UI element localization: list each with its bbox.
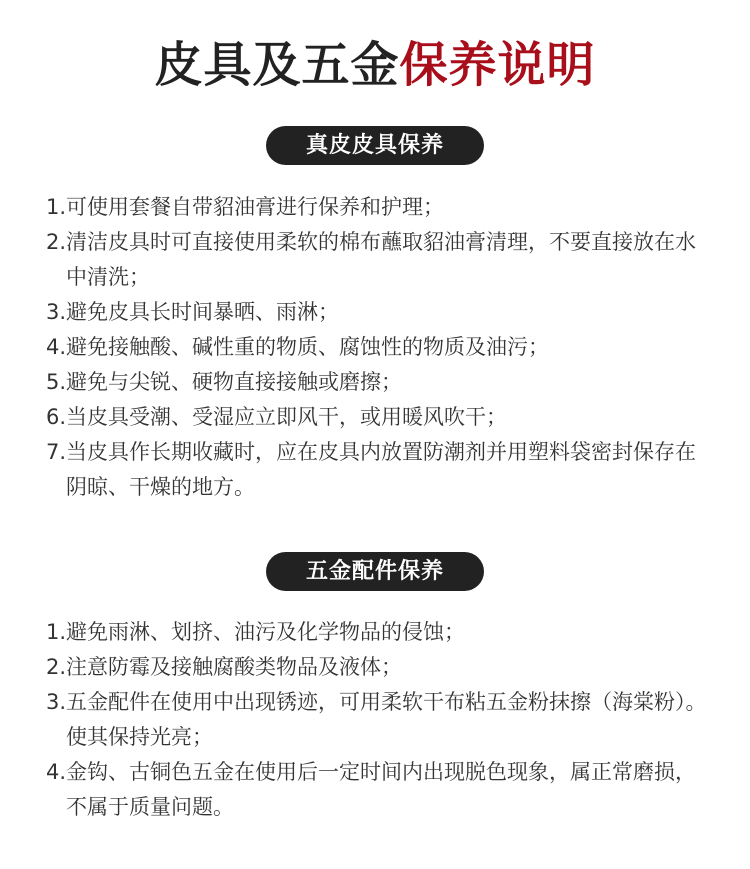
list-item: 1.可使用套餐自带貂油膏进行保养和护理； (46, 195, 445, 219)
list-item: 5.避免与尖锐、硬物直接接触或磨擦； (46, 370, 403, 394)
list-item: 4.金钩、古铜色五金在使用后一定时间内出现脱色现象，属正常磨损，不属于质量问题。 (46, 760, 697, 819)
list-item: 2.清洁皮具时可直接使用柔软的棉布蘸取貂油膏清理，不要直接放在水中清洗； (46, 230, 697, 289)
list-item: 4.避免接触酸、碱性重的物质、腐蚀性的物质及油污； (46, 335, 550, 359)
hardware-care-list (46, 615, 711, 825)
leather-care-list (46, 190, 711, 505)
title-black-part: 皮具及五金 (154, 37, 400, 93)
list-item: 7.当皮具作长期收藏时，应在皮具内放置防潮剂并用塑料袋密封保存在阴晾、干燥的地方。 (46, 440, 697, 499)
list-item: 6.当皮具受潮、受湿应立即风干，或用暖风吹干； (46, 405, 508, 429)
title-red-part: 保养说明 (399, 37, 596, 93)
list-item: 2.注意防霉及接触腐酸类物品及液体； (46, 655, 403, 679)
section-heading-hardware: 五金配件保养 (266, 552, 484, 591)
page-title (0, 30, 750, 100)
list-item: 3.避免皮具长时间暴晒、雨淋； (46, 300, 340, 324)
list-item: 3.五金配件在使用中出现锈迹，可用柔软干布粘五金粉抹擦（海棠粉）。使其保持光亮； (46, 690, 707, 749)
list-item: 1.避免雨淋、划挤、油污及化学物品的侵蚀； (46, 620, 466, 644)
section-heading-leather: 真皮皮具保养 (266, 126, 484, 165)
